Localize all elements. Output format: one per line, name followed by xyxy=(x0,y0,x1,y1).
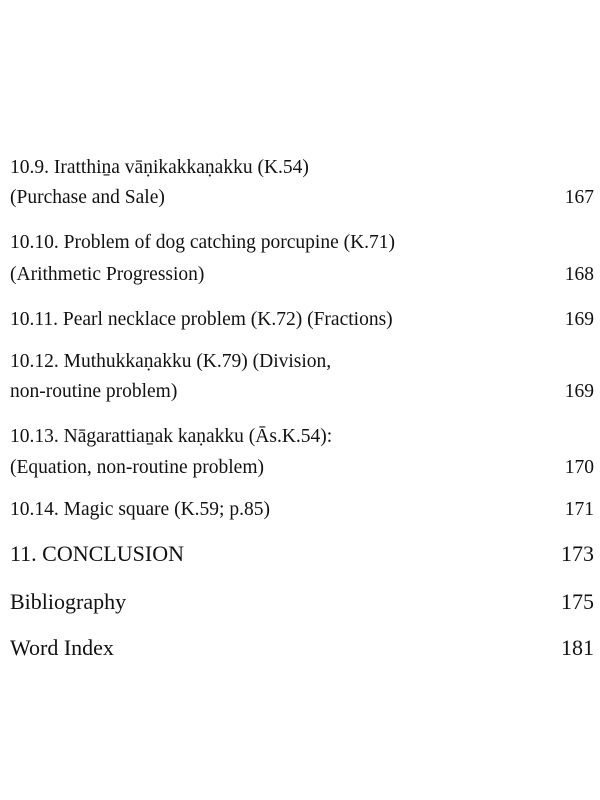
toc-entry-title: 10.13. Nāgarattiaṉak kaṇakku (Ās.K.54): xyxy=(10,426,333,447)
toc-page-number: 168 xyxy=(564,264,594,285)
toc-page-number: 181 xyxy=(561,635,594,660)
toc-page-number: 170 xyxy=(564,457,594,478)
toc-page-number: 169 xyxy=(564,309,594,330)
toc-entry-title: Word Index xyxy=(10,635,114,660)
toc-entry-subtitle: (Equation, non-routine problem) xyxy=(10,457,264,478)
toc-entry-title: Bibliography xyxy=(10,589,127,614)
toc-entry-title: 10.11. Pearl necklace problem (K.72) (Fractions) xyxy=(10,309,393,330)
toc-entry-title: 10.10. Problem of dog catching porcupine (K.71) xyxy=(10,232,396,253)
toc-page-number: 173 xyxy=(561,541,594,566)
toc-entry-title: 10.14. Magic square (K.59; p.85) xyxy=(10,499,270,520)
toc-page-number: 169 xyxy=(564,381,594,402)
toc-page-number: 167 xyxy=(564,187,594,208)
toc-entry-title: 10.9. Iratthiṉa vāṇikakkaṇakku (K.54) xyxy=(10,157,309,178)
toc-entry-title: 11. CONCLUSION xyxy=(10,541,184,566)
toc-entry-subtitle: non-routine problem) xyxy=(10,381,178,402)
toc-entry-subtitle: (Purchase and Sale) xyxy=(10,187,165,208)
toc-entry-title: 10.12. Muthukkaṇakku (K.79) (Division, xyxy=(10,351,332,372)
toc-page-number: 175 xyxy=(561,589,594,614)
toc-page-number: 171 xyxy=(564,499,594,520)
toc-entry-subtitle: (Arithmetic Progression) xyxy=(10,264,205,285)
